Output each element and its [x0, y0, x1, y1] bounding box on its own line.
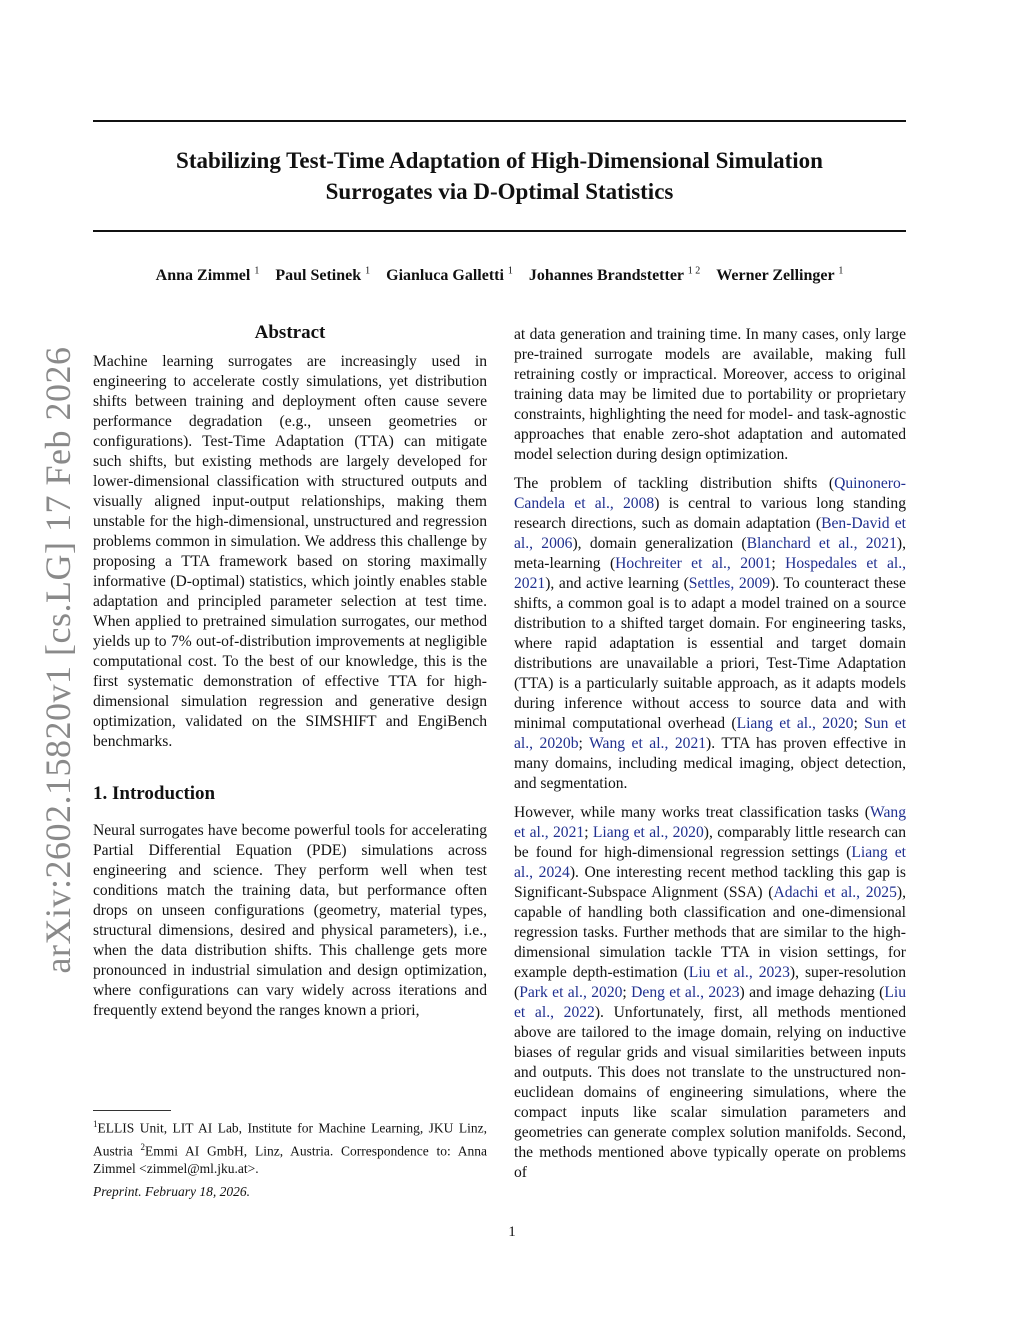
citation-link[interactable]: Hospedales et al., 2021 — [514, 555, 906, 592]
citation-link[interactable]: Ben-David et al., 2006 — [514, 515, 906, 552]
citation-link[interactable]: Liang et al., 2020 — [592, 824, 704, 841]
paper-title — [93, 145, 906, 207]
arxiv-side-stamp: arXiv:2602.15820v1 [cs.LG] 17 Feb 2026 — [38, 346, 78, 974]
citation-link[interactable]: Wang et al., 2021 — [589, 735, 707, 752]
footnote-rule — [93, 1110, 171, 1111]
right-paragraph-1: at data generation and training time. In many cases, only large pre-trained surrogate models are available, making full retraining costly or impractical. Moreover, access to original training data may be limited due to portability or proprietary constraints, highlighting the need for model- and task-agnostic approaches that enable zero-shot adaptation and automated model selection during design optimization. — [514, 326, 906, 463]
citation-link[interactable]: Liang et al., 2024 — [514, 844, 906, 881]
author: Johannes Brandstetter $^{1 2}$ — [528, 266, 701, 285]
citation-link[interactable]: Park et al., 2020 — [519, 984, 623, 1001]
citation-link[interactable]: Liu et al., 2022 — [514, 984, 906, 1021]
intro-paragraph: Neural surrogates have become powerful tools for accelerating Partial Differential Equation (PDE) simulations across engineering and science. They perform well when test conditions match the training data, but performance often drops on unseen configurations (geometry, material types, structural dimensions, desired and physical parameters), i.e., when the data distribution shifts. This challenge gets more pronounced in industrial simulation and design optimization, where configurations can vary widely across iterations and frequently extend beyond the ranges known a priori, — [93, 822, 487, 1019]
affiliation-footnote: $^1$ELLIS Unit, LIT AI Lab, Institute for Machine Learning, JKU Linz, Austria $^2$Emmi AI GmbH, Linz, Austria. Correspondence to: Anna Zimmel <zimmel@ml.jku.at>. — [93, 1119, 487, 1176]
citation-link[interactable]: Deng et al., 2023 — [631, 984, 740, 1001]
author: Gianluca Galletti $^1$ — [386, 266, 513, 285]
citation-link[interactable]: Liu et al., 2023 — [688, 964, 790, 981]
citation-link[interactable]: Hochreiter et al., 2001 — [615, 555, 772, 572]
right-paragraph-2: The problem of tackling distribution shifts (Quinonero-Candela et al., 2008) is central to various long standing research directions, such as domain adaptation (Ben-David et al., 2006), domain generalization (Blanchard et al., 2021), meta-learning (Hochreiter et al., 2001; Hospedales et al., 2021), and active learning (Settles, 2009). To counteract these shifts, a common goal is to adapt a model trained on a source distribution to a shifted target domain. For engineering tasks, where rapid adaptation is essential and target domain distributions are unavailable a priori, Test-Time Adaptation (TTA) is a particularly suitable approach, as it adapts models during inference without access to source data and with minimal computational overhead (Liang et al., 2020; Sun et al., 2020b; Wang et al., 2021). TTA has proven effective in many domains, including medical imaging, object detection, and segmentation. — [514, 475, 907, 792]
citation-link[interactable]: Settles, 2009 — [688, 575, 771, 592]
abstract-text: Machine learning surrogates are increasingly used in engineering to accelerate costly simulations, yet distribution shifts between training and deployment often cause severe performance degradation (e.g., unseen geometries or configurations). Test-Time Adaptation (TTA) can mitigate such shifts, but existing methods are largely developed for lower-dimensional classification with structured outputs and visually aligned input-output relationships, making them unstable for the high-dimensional, unstructured and regression problems common in simulation. We address this challenge by proposing a TTA framework based on storing maximally informative (D-optimal) statistics, which jointly enables stable adaptation and principled parameter selection at test time. When applied to pretrained simulation surrogates, our method yields up to 7% out-of-distribution improvements at negligible computational cost. To the best of our knowledge, this is the first systematic demonstration of effective TTA for high-dimensional simulation regression and generative design optimization, validated on the SIMSHIFT and EngiBench benchmarks. — [93, 353, 487, 750]
citation-link[interactable]: Liang et al., 2020 — [736, 715, 854, 732]
citation-link[interactable]: Sun et al., 2020b — [514, 715, 907, 752]
author: Anna Zimmel $^1$ — [155, 266, 260, 285]
right-column — [514, 325, 906, 1183]
author-list — [93, 266, 906, 285]
right-paragraph-3: However, while many works treat classification tasks (Wang et al., 2021; Liang et al., 2020), comparably little research can be found for high-dimensional regression settings (Liang et al., 2024). One interesting recent method tackling this gap is Significant-Subspace Alignment (SSA) (Adachi et al., 2025), capable of handling both classification and one-dimensional regression tasks. Further methods that are similar to the high-dimensional simulation tackle TTA in vision settings, for example depth-estimation (Liu et al., 2023), super-resolution (Park et al., 2020; Deng et al., 2023) and image dehazing (Liu et al., 2022). Unfortunately, first, all methods mentioned above are tailored to the image domain, relying on inductive biases of regular grids and visual similarities between inputs and outputs. This does not translate to the unstructured non-euclidean domains of engineering simulations, where the compact inputs like scalar simulation parameters and geometries can generate complex solution manifolds. Second, the methods mentioned above typically operate on problems of — [514, 804, 907, 1181]
section-heading-introduction: 1. Introduction — [93, 783, 216, 804]
title-top-rule — [93, 120, 906, 122]
title-line-2: Surrogates via D-Optimal Statistics — [325, 179, 674, 204]
abstract-heading: Abstract — [254, 322, 326, 343]
author: Paul Setinek $^1$ — [275, 266, 371, 285]
preprint-note: Preprint. February 18, 2026. — [93, 1184, 250, 1199]
title-line-1: Stabilizing Test-Time Adaptation of High-Dimensional Simulation — [176, 148, 823, 173]
citation-link[interactable]: Adachi et al., 2025 — [773, 884, 897, 901]
page-number: 1 — [508, 1224, 516, 1240]
citation-link[interactable]: Blanchard et al., 2021 — [746, 535, 897, 552]
left-column — [93, 322, 487, 1021]
citation-link[interactable]: Wang et al., 2021 — [514, 804, 906, 841]
author: Werner Zellinger $^1$ — [716, 266, 844, 285]
citation-link[interactable]: Quinonero-Candela et al., 2008 — [514, 475, 906, 512]
title-bottom-rule — [93, 230, 906, 232]
